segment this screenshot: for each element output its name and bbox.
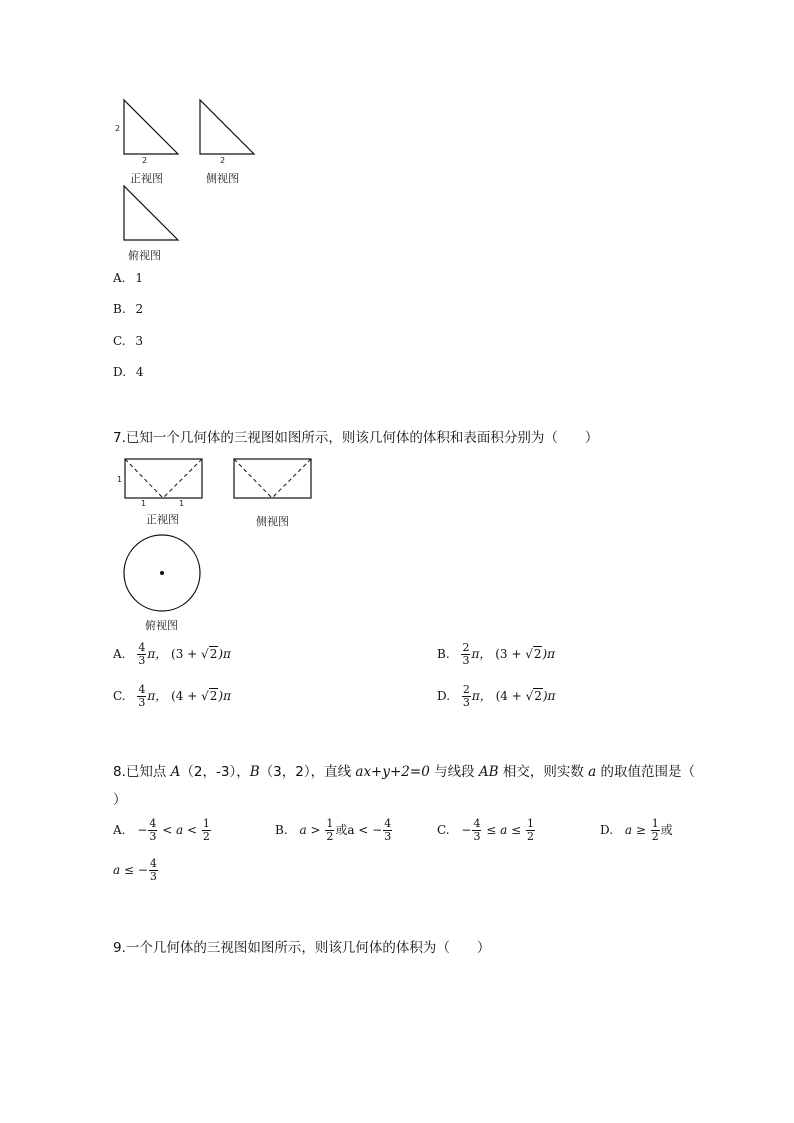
option-letter: B. bbox=[437, 647, 450, 661]
q6-front-label: 正视图 bbox=[130, 172, 163, 185]
fraction: $\frac{4}{3}$ bbox=[149, 817, 157, 843]
q6-top-label: 俯视图 bbox=[128, 249, 161, 262]
q6-option-b[interactable] bbox=[113, 302, 143, 316]
q6-side-label: 侧视图 bbox=[206, 172, 239, 185]
q6-option-a[interactable] bbox=[113, 271, 143, 285]
q9-stem: 9.一个几何体的三视图如图所示，则该几何体的体积为（ ） bbox=[113, 940, 491, 956]
q8-option-d[interactable]: D. a ≥ $\frac{1}{2}$ 或 bbox=[600, 817, 673, 843]
q8-option-c[interactable]: C. − $\frac{4}{3}$ ≤ a ≤ $\frac{1}{2}$ bbox=[437, 817, 534, 843]
q7-top-label: 俯视图 bbox=[145, 619, 178, 632]
fraction: $\frac{4}{3}$ bbox=[138, 641, 146, 667]
q7-option-c[interactable]: C. $\frac{4}{3}$ π， (4 + √2)π bbox=[113, 683, 231, 709]
q7-right-seg-label: 1 bbox=[179, 499, 185, 508]
option-value: 4 bbox=[135, 365, 144, 379]
q6-option-c[interactable] bbox=[113, 334, 143, 348]
option-letter: A. bbox=[113, 647, 126, 661]
option-letter: B. bbox=[275, 823, 288, 837]
q7-option-a[interactable]: A. $\frac{4}{3}$ π， (3 + √2)π bbox=[113, 641, 231, 667]
q7-height-label: 1 bbox=[117, 475, 123, 484]
q7-option-d[interactable]: D. $\frac{2}{3}$ π， (4 + √2)π bbox=[437, 683, 556, 709]
q8-stem: 8.已知点 A（2，-3），B（3，2），直线 ax+y+2=0 与线段 AB 相交，则实数 a 的取值范围是（ bbox=[113, 764, 696, 780]
option-value: 2 bbox=[135, 302, 144, 316]
option-letter: D. bbox=[600, 823, 614, 837]
option-letter: C. bbox=[113, 334, 126, 348]
q7-figure bbox=[0, 0, 1, 1]
q7-front-label: 正视图 bbox=[146, 513, 179, 526]
fraction: $\frac{4}{3}$ bbox=[473, 817, 481, 843]
fraction: $\frac{1}{2}$ bbox=[202, 817, 210, 843]
q6-front-height: 2 bbox=[115, 124, 121, 133]
fraction: $\frac{1}{2}$ bbox=[527, 817, 534, 843]
q7-side-label: 侧视图 bbox=[256, 515, 289, 528]
q7-option-b[interactable]: B. $\frac{2}{3}$ π， (3 + √2)π bbox=[437, 641, 556, 667]
option-value: 3 bbox=[135, 334, 144, 348]
option-letter: D. bbox=[437, 689, 451, 703]
q7-stem: 7.已知一个几何体的三视图如图所示，则该几何体的体积和表面积分别为（ ） bbox=[113, 430, 599, 446]
q6-side-width: 2 bbox=[220, 156, 226, 165]
option-letter: A. bbox=[113, 271, 126, 285]
q8-stem-close: ） bbox=[113, 792, 127, 808]
option-value: 1 bbox=[135, 271, 143, 285]
fraction: $\frac{2}{3}$ bbox=[462, 683, 470, 709]
q8-option-d-cont: a ≤ − $\frac{4}{3}$ bbox=[113, 857, 157, 883]
q7-left-seg-label: 1 bbox=[141, 499, 147, 508]
option-letter: D. bbox=[113, 365, 127, 379]
fraction: $\frac{1}{2}$ bbox=[326, 817, 334, 843]
option-letter: A. bbox=[113, 823, 126, 837]
q8-option-b[interactable]: B. a > $\frac{1}{2}$ 或a < − $\frac{4}{3}$ bbox=[275, 817, 392, 843]
fraction: $\frac{2}{3}$ bbox=[462, 641, 470, 667]
q8-option-a[interactable]: A. − $\frac{4}{3}$ < a < $\frac{1}{2}$ bbox=[113, 817, 210, 843]
q6-option-d[interactable] bbox=[113, 365, 143, 379]
fraction: $\frac{1}{2}$ bbox=[651, 817, 659, 843]
fraction: $\frac{4}{3}$ bbox=[138, 683, 146, 709]
option-letter: B. bbox=[113, 302, 126, 316]
fraction: $\frac{4}{3}$ bbox=[384, 817, 392, 843]
fraction: $\frac{4}{3}$ bbox=[149, 857, 157, 883]
option-letter: C. bbox=[113, 689, 126, 703]
option-letter: C. bbox=[437, 823, 450, 837]
q6-front-width: 2 bbox=[142, 156, 148, 165]
